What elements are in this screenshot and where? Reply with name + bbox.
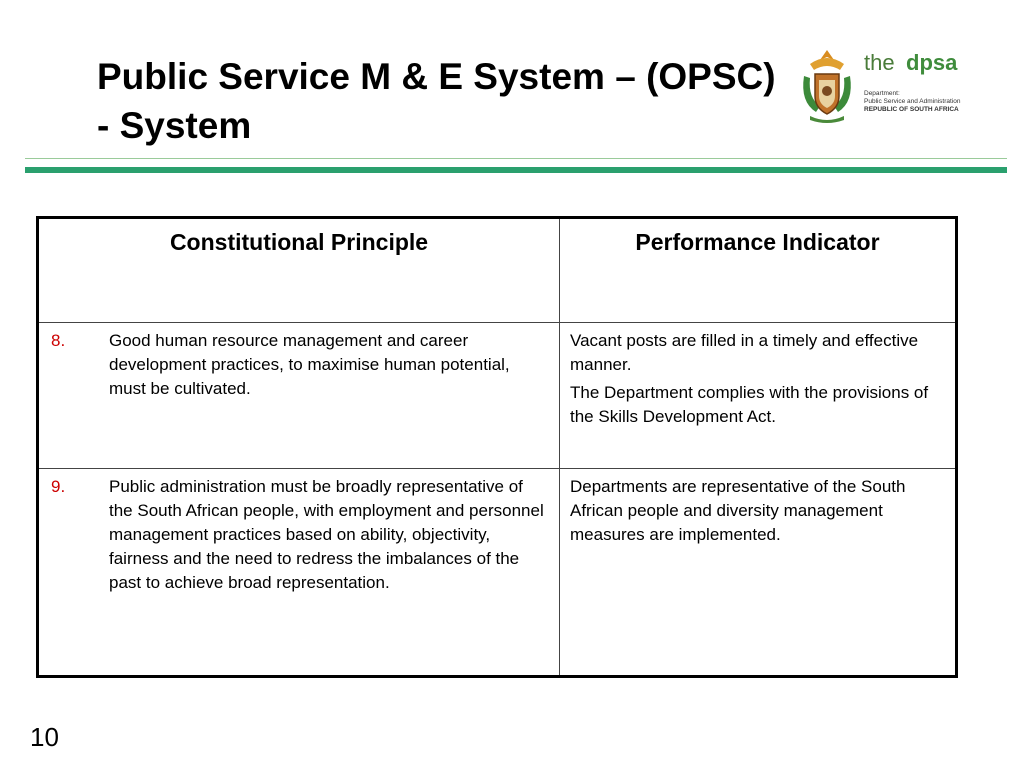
principles-table: [36, 216, 958, 678]
principle-number: 8.: [51, 331, 66, 350]
indicator-text: Vacant posts are filled in a timely and effective manner.: [570, 331, 919, 374]
logo-line-3: REPUBLIC OF SOUTH AFRICA: [864, 106, 959, 113]
principle-cell: [38, 469, 560, 677]
logo-dpsa-text: dpsa: [906, 50, 958, 75]
header-performance-indicator: Performance Indicator: [560, 218, 957, 323]
table-header-row: [38, 218, 957, 323]
indicator-text: Departments are representative of the South African people and diversity management measures are implemented.: [570, 477, 906, 544]
principle-cell: [38, 323, 560, 469]
header-divider-thin: [25, 158, 1007, 159]
dpsa-logo: [796, 46, 986, 126]
page-number: 10: [30, 722, 59, 752]
indicator-cell: [560, 469, 957, 677]
indicator-text: The Department complies with the provisions of the Skills Development Act.: [570, 383, 929, 426]
header-constitutional-principle: Constitutional Principle: [38, 218, 560, 323]
logo-the-text: the: [864, 50, 895, 75]
principle-text: Good human resource management and career development practices, to maximise human potential, must be cultivated.: [109, 331, 510, 398]
principle-number: 9.: [51, 477, 66, 496]
logo-department-text: [864, 90, 984, 114]
principle-text: Public administration must be broadly representative of the South African people, with employment and personnel management practices based on ability, objectivity, fairness and the need to redress the imbalances of the past to achieve broad representation.: [109, 477, 544, 592]
slide-title: Public Service M & E System – (OPSC) - System: [97, 56, 776, 146]
table-row: [38, 323, 957, 469]
header-divider: [25, 167, 1007, 173]
table-row: [38, 469, 957, 677]
indicator-cell: [560, 323, 957, 469]
coat-of-arms-icon: [796, 46, 858, 126]
logo-line-2: Public Service and Administration: [864, 98, 961, 105]
logo-line-1: Department:: [864, 90, 900, 97]
